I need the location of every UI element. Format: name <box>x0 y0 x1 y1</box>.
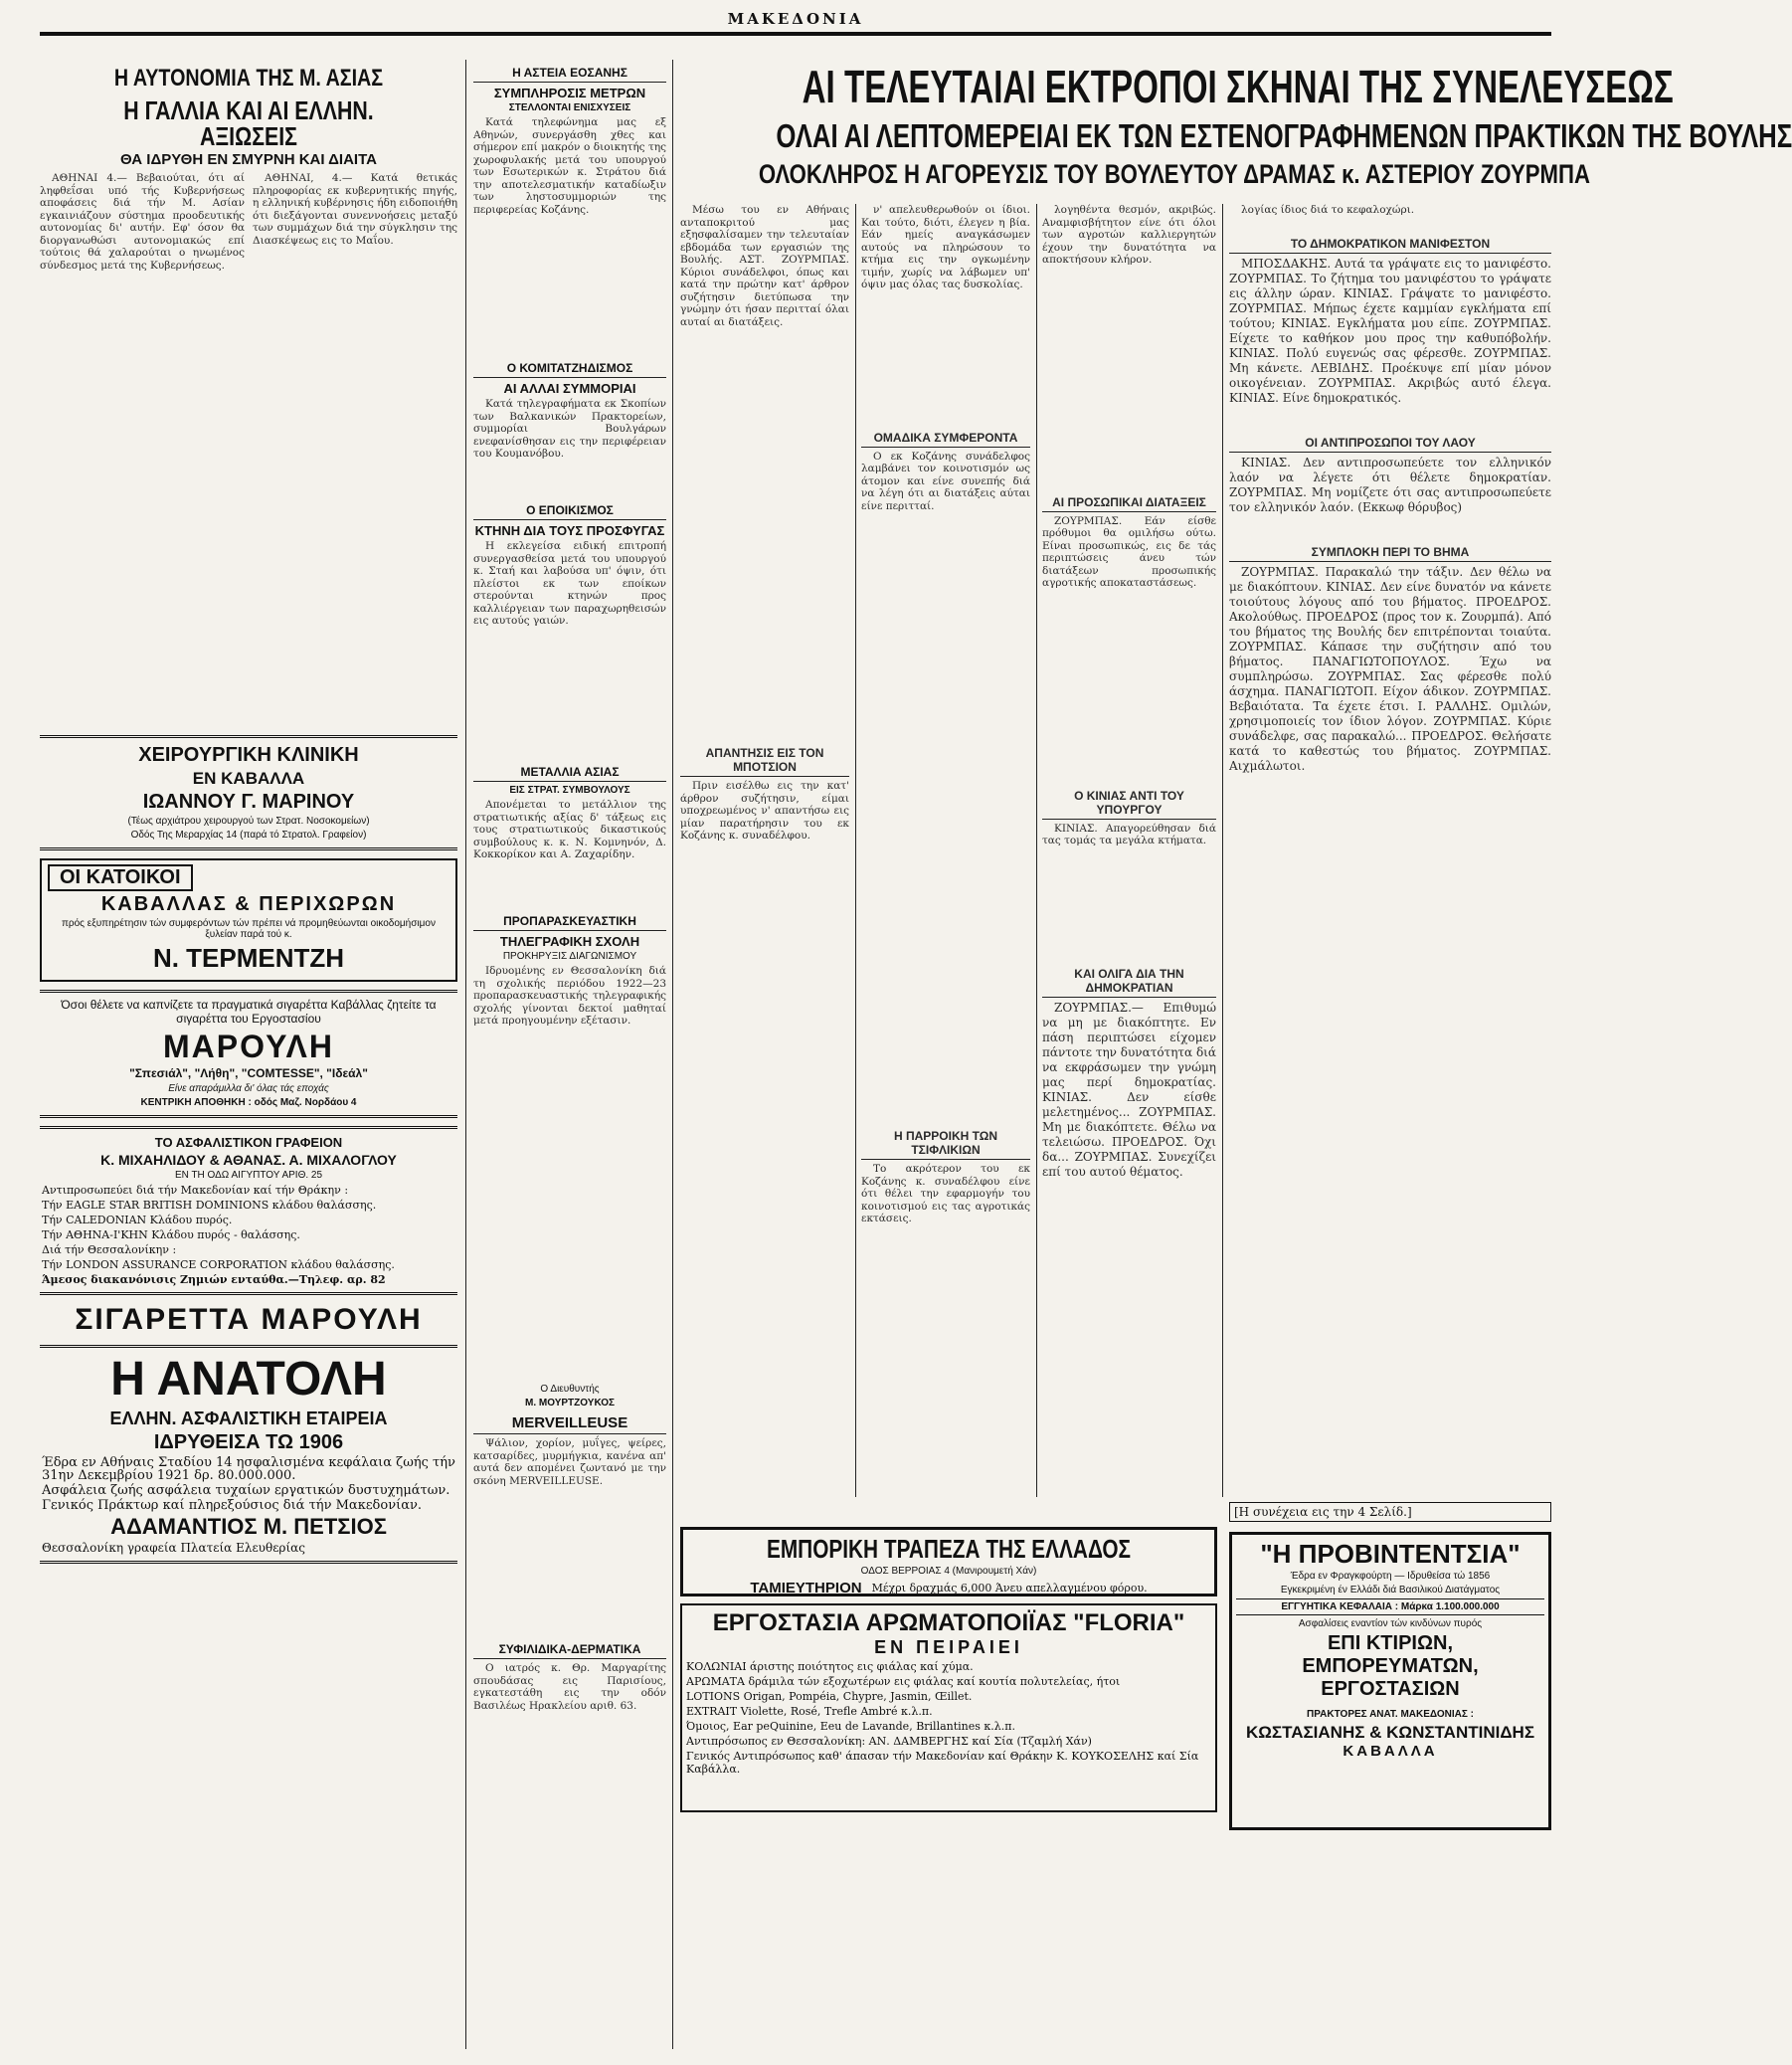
article-headline: Ο ΚΟΜΙΤΑΤΖΗΔΙΣΜΟΣ <box>473 361 666 378</box>
article-subheadline: ΘΑ ΙΔΡΥΘΗ ΕΝ ΣΜΥΡΝΗ ΚΑΙ ΔΙΑΙΤΑ <box>120 151 377 168</box>
ad-savings-label: ΤΑΜΙΕΥΤΗΡΙΟΝ <box>750 1580 862 1596</box>
ad-line: ΚΟΛΩΝΙΑΙ άριστης ποιότητος εις φιάλας καί χύμα. <box>686 1660 974 1673</box>
paragraph: Ιδρυομένης εν Θεσσαλονίκη διά τη σχολικής περιόδου 1922—23 προπαρασκευαστικής τηλεγραφικής σχολής γίνονται δεκτοί μαθηταί μετά προηγουμένην εξέτασιν. <box>473 965 666 1027</box>
paragraph: ΖΟΥΡΜΠΑΣ. Παρακαλώ την τάξιν. Δεν θέλω να με διακόπτουν. ΚΙΝΙΑΣ. Δεν είνε δυνατόν να κάνετε τοιούτους λόγους από του βήματος. ΠΡΟΕΔΡΟΣ. Ακολούθως. ΠΡΟΕΔΡΟΣ (προς τον κ. Ζουρμπά). Από του βήματος της Βουλής δεν επιτρέπονται τοιαύτα. ΖΟΥΡΜΠΑΣ. Κάπασε την συζήτησιν από του βήματος. ΠΑΝΑΓΙΩΤΟΠΟΥΛΟΣ. Έχω να συμπληρώσω. ΖΟΥΡΜΠΑΣ. Σας φέρεσθε πολύ άσχημα. ΠΑΝΑΓΙΩΤΟΠ. Είχον άδικον. ΖΟΥΡΜΠΑΣ. Βεβαιότατα. Τα έχετε έτσι. Ι. ΡΑΛΛΗΣ. Ομιλών, χρησιμοποιείς τον ίδιον λόγον. ΖΟΥΡΜΠΑΣ. Κύριε συνάδελφε, σας παρακαλώ... ΠΡΟΕΔΡΟΣ. Θελήσατε κατά το καθεστώς του βήματος. ΖΟΥΡΜΠΑΣ. Αιχμάλωτοι. <box>1229 564 1551 773</box>
ad-cigarette-banner: ΣΙΓΑΡΕΤΤΑ ΜΑΡΟΥΛΗ <box>75 1303 423 1336</box>
ad-subtitle: ΕΝ ΚΑΒΑΛΛΑ <box>192 769 305 788</box>
paragraph: λογίας ίδιος διά το κεφαλοχώρι. <box>1241 204 1415 216</box>
section-headline: ΤΟ ΔΗΜΟΚΡΑΤΙΚΟΝ ΜΑΝΙΦΕΣΤΟΝ <box>1229 237 1551 254</box>
ad-name: ΙΩΑΝΝΟΥ Γ. ΜΑΡΙΝΟΥ <box>142 791 355 813</box>
ad-subtitle: ΕΛΛΗΝ. ΑΣΦΑΛΙΣΤΙΚΗ ΕΤΑΙΡΕΙΑ <box>109 1408 388 1428</box>
ad-line: Γενικός Πράκτωρ καί πληρεξούσιος διά τήν Μακεδονίαν. <box>42 1498 423 1513</box>
paragraph: Ψάλιον, χορίον, μυΐγες, ψείρες, κατσαρίδες, μυρμήγκια, κανένα απ' αυτά δεν απομένει ζωντανό με την σκόνη MERVEILLEUSE. <box>473 1437 666 1487</box>
article-headline: Η ΓΑΛΛΙΑ ΚΑΙ ΑΙ ΕΛΛΗΝ. ΑΞΙΩΣΕΙΣ <box>123 95 374 151</box>
ad-line: ΕΡΓΟΣΤΑΣΙΩΝ <box>1321 1678 1460 1700</box>
paragraph: Κατά τηλεγραφήματα εκ Σκοπίων των Βαλκανικών Πρακτορείων, συμμορίαι Βουλγάρων ενεφανίσθησαν εις την περιφέρειαν του Κουμανόβου. <box>473 398 666 460</box>
section-headline: ΑΙ ΠΡΟΣΩΠΙΚΑΙ ΔΙΑΤΑΞΕΙΣ <box>1042 495 1216 512</box>
paragraph: Ο εκ Κοζάνης συνάδελφος λαμβάνει τον κοινοτισμόν ως άτομον και είνε συνεπής διά να λέγη ότι αι διατάξεις αύται είνε περιτταί. <box>861 450 1030 512</box>
article-subheadline: ΠΡΟΚΗΡΥΞΙΣ ΔΙΑΓΩΝΙΣΜΟΥ <box>502 951 637 962</box>
article-text <box>40 172 245 729</box>
ad-line: LOTIONS Origan, Pompéia, Chypre, Jasmin, Œillet. <box>686 1690 973 1703</box>
article-text <box>473 965 666 1383</box>
paragraph: ν' απελευθερωθούν οι ίδιοι. Και τούτο, διότι, έλεγεν η βία. Εάν ημείς αναγκάσωμεν αυτούς να πληρώσουν το κτήμα εις την ογκωμένην τιμήν, χωρίς να λάβωμεν υπ' όψιν μας όλας τας δυσκολίας. <box>861 204 1030 290</box>
ad-depot: ΚΕΝΤΡΙΚΗ ΑΠΟΘΗΚΗ : οδός Μαζ. Νορδάου 4 <box>140 1097 357 1108</box>
main-article-column-2 <box>861 204 1030 1497</box>
article-text <box>253 172 457 729</box>
ad-subtitle: ΕΝ ΠΕΙΡΑΙΕΙ <box>874 1637 1023 1657</box>
article-headline: ΠΡΟΠΑΡΑΣΚΕΥΑΣΤΙΚΗ <box>473 914 666 931</box>
paragraph: Απονέμεται το μετάλλιον της στρατιωτικής αξίας δ' τάξεως εις τους στρατιωτικούς δικαστικούς συμβούλους κ. κ. Ν. Κομνηνόν, Δ. Κοκκορίκον και Α. Ζαχαρίδην. <box>473 799 666 860</box>
paragraph: ΜΠΟΣΔΑΚΗΣ. Αυτά τα γράψατε εις το μανιφέστο. ΖΟΥΡΜΠΑΣ. Το ζήτημα του μανιφέστου το γράψατε εις άλλην ώραν. ΚΙΝΙΑΣ. Γράψατε το μανιφέστο. ΖΟΥΡΜΠΑΣ. Μήπως έχετε καμμίαν εγκλήματα επί τούτου; ΚΙΝΙΑΣ. Εγκλήματα μου είπε. ΖΟΥΡΜΠΑΣ. Είχετε το καθήκον μου προς την καθυπόβολήν. ΚΙΝΙΑΣ. Πολύ ευγενώς σας φέρεσθε. ΖΟΥΡΜΠΑΣ. Μη κάνετε. ΛΕΒΙΔΗΣ. Προέκυψε επί μίαν μόνον οικογένειαν. ΖΟΥΡΜΠΑΣ. Ακριβώς αυτό έλεγα. ΚΙΝΙΑΣ. Είνε δημοκρατικός. <box>1229 256 1551 405</box>
ad-title: ΕΡΓΟΣΤΑΣΙΑ ΑΡΩΜΑΤΟΠΟΙΪΑΣ "FLORIA" <box>712 1609 1185 1636</box>
section-headline: ΣΥΜΠΛΟΚΗ ΠΕΡΙ ΤΟ ΒΗΜΑ <box>1229 545 1551 562</box>
ad-line: Ασφάλεια ζωής ασφάλεια τυχαίων εργατικών δυστυχημάτων. <box>42 1483 450 1498</box>
section-headline: ΟΙ ΑΝΤΙΠΡΟΣΩΠΟΙ ΤΟΥ ΛΑΟΥ <box>1229 436 1551 453</box>
column-left <box>40 60 457 1572</box>
ad-anatoli <box>40 1345 457 1564</box>
paragraph: Η εκλεγείσα ειδική επιτροπή συνεργασθείσα μετά του υπουργού κ. Σταή και λαβούσα υπ' όψιν, ότι πλείστοι εκ των εποίκων στερούνται κτηνών προς καλλιέργειαν των παραχωρηθεισών εις αυτούς γαιών. <box>473 540 666 627</box>
section-headline: Ο ΚΙΝΙΑΣ ΑΝΤΙ ΤΟΥ ΥΠΟΥΡΓΟΥ <box>1042 789 1216 820</box>
ad-line: ΠΡΑΚΤΟΡΕΣ ΑΝΑΤ. ΜΑΚΕΔΟΝΙΑΣ : <box>1307 1709 1474 1720</box>
continued-note: [Η συνέχεια εις την 4 Σελίδ.] <box>1229 1502 1551 1522</box>
main-headline-block <box>680 60 1792 194</box>
ad-text: Όσοι θέλετε να καπνίζετε τα πραγματικά σιγαρέττα Καβάλλας ζητείτε τα σιγαρέττα του Εργοστασίου <box>61 998 437 1026</box>
section-headline: Η ΠΑΡΡΟΙΚΗ ΤΩΝ ΤΣΙΦΛΙΚΙΩΝ <box>861 1129 1030 1160</box>
article-text <box>473 398 666 497</box>
ad-line: Άμεσος διακανόνισις Ζημιών ενταύθα.—Τηλεφ. αρ. 82 <box>42 1273 386 1286</box>
ad-line: Όμοιος, Ear peQuinine, Eeu de Lavande, Brillantines κ.λ.π. <box>686 1720 1015 1733</box>
ad-address: Οδός Της Μεραρχίας 14 (παρά τό Στρατολ. Γραφείον) <box>130 830 367 841</box>
ad-desc: (Τέως αρχιάτρου χειρουργού των Στρατ. Νοσοκομείων) <box>127 816 370 827</box>
paragraph: ΚΙΝΙΑΣ. Δεν αντιπροσωπεύετε τον ελληνικόν λαόν να λέγετε ότι θέλετε δημοκρατίαν. ΖΟΥΡΜΠΑΣ. Μη νομίζετε ότι σας αντιπροσωπεύετε τον ελληνικόν λαόν. (Εκκωφ θόρυβος) <box>1229 455 1551 514</box>
ad-line: Διά τήν Θεσσαλονίκην : <box>42 1243 177 1256</box>
article-headline: MERVEILLEUSE <box>473 1414 666 1434</box>
article-headline: ΜΕΤΑΛΛΙΑ ΑΣΙΑΣ <box>473 765 666 782</box>
ad-line: Έδρα εν Αθήναις Σταδίου 14 ησφαλισμένα κεφάλαια ζωής τήν 31ην Δεκεμβρίου 1921 δρ. 80.000.000. <box>42 1455 455 1483</box>
ad-line: ΕΠΙ ΚΤΙΡΙΩΝ, <box>1327 1632 1454 1654</box>
article-headline: ΣΥΦΙΛΙΔΙΚΑ-ΔΕΡΜΑΤΙΚΑ <box>473 1642 666 1659</box>
column-divider <box>855 204 856 1497</box>
ad-name: Κ. ΜΙΧΑΗΛΙΔΟΥ & ΑΘΑΝΑΣ. Α. ΜΙΧΑΛΟΓΛΟΥ <box>100 1152 397 1168</box>
article-headline: Η ΑΥΤΟΝΟΜΙΑ ΤΗΣ Μ. ΑΣΙΑΣ <box>113 65 384 92</box>
ad-line: Τήν ΑΘΗΝΑ-Ι'ΚΗΝ Κλάδου πυρός - θαλάσσης. <box>42 1228 300 1241</box>
article-text <box>473 1662 666 1772</box>
ad-bank <box>680 1527 1217 1596</box>
masthead-rule <box>40 32 1551 36</box>
article-headline: Ο ΕΠΟΙΚΙΣΜΟΣ <box>473 503 666 520</box>
section-headline: ΚΑΙ ΟΛΙΓΑ ΔΙΑ ΤΗΝ ΔΗΜΟΚΡΑΤΙΑΝ <box>1042 967 1216 998</box>
paragraph: Κατά τηλεφώνημα μας εξ Αθηνών, συνεργάσθη χθες και σήμερον επί μακρόν ο διοικητής της χωροφυλακής μετά του υπουργού των Εσωτερικών κ. Στράτου διά την αποτελεσματικήν καταδίωξιν των ληστοσυμμοριών της περιφερείας Κοζάνης. <box>473 116 666 216</box>
paragraph: ΑΘΗΝΑΙ 4.— Βεβαιούται, ότι αί ληφθεΐσαι υπό τής Κυβερνήσεως αποφάσεις διά τήν Μ. Ασίαν εγκαινιάζουν σύστημα προοδευτικής αυτονομίας δι' αυτήν. Εφ' όσον θα διοργανωθώσι αυτονομιακώς επί τούτοις θά χαλαρούται ο ηνωμένος σύνδεσμος μετά της Κυβερνήσεως. <box>40 172 245 272</box>
paragraph: Μέσω του εν Αθήναις ανταποκριτού μας εξησφαλίσαμεν την τελευταίαν εβδομάδα των εργασιών της Βουλής. ΑΣΤ. ΖΟΥΡΜΠΑΣ. Κύριοι συνάδελφοι, όπως και κατά την πρώτην κατ' άρθρον συζήτησιν διετύπωσα την γνώμην ότι ήσαν περιτταί όλαι αυταί αι διατάξεις. <box>680 204 849 328</box>
article-subheadline: ΚΤΗΝΗ ΔΙΑ ΤΟΥΣ ΠΡΟΣΦΥΓΑΣ <box>474 523 665 538</box>
ad-title: ΤΟ ΑΣΦΑΛΙΣΤΙΚΟΝ ΓΡΑΦΕΙΟΝ <box>154 1135 343 1150</box>
newspaper-name: ΜΑΚΕΔΟΝΙΑ <box>727 10 864 28</box>
ad-line: ΑΡΩΜΑΤΑ δράμιλα τών εξοχωτέρων εις φιάλας καί κουτία πολυτελείας, ήτοι <box>686 1675 1121 1688</box>
article-text <box>473 1437 666 1636</box>
ad-line: ΕΓΓΥΗΤΙΚΑ ΚΕΦΑΛΑΙΑ : Μάρκα 1.100.000.000 <box>1236 1598 1544 1615</box>
ad-line: Εγκεκριμένη έν Ελλάδι διά Βασιλικού Διατάγματος <box>1280 1585 1501 1596</box>
ad-subtitle: ΚΑΒΑΛΛΑΣ & ΠΕΡΙΧΩΡΩΝ <box>100 893 397 915</box>
section-headline: ΑΠΑΝΤΗΣΙΣ ΕΙΣ ΤΟΝ ΜΠΟΤΣΙΟΝ <box>680 746 849 777</box>
ad-line: ΚΩΣΤΑΣΙΑΝΗΣ & ΚΩΝΣΤΑΝΤΙΝΙΔΗΣ <box>1245 1723 1535 1742</box>
ad-title: "Η ΠΡΟΒΙΝΤΕΝΤΣΙΑ" <box>1260 1539 1521 1569</box>
paragraph: Ο ιατρός κ. Θρ. Μαργαρίτης σπουδάσας εις Παρισίους, εγκατεστάθη εις την οδόν Βασιλέως Ηρακλείου αριθ. 63. <box>473 1662 666 1712</box>
ad-line: Τήν LONDON ASSURANCE CORPORATION κλάδου θαλάσσης. <box>42 1258 395 1271</box>
ad-title: ΟΙ ΚΑΤΟΙΚΟΙ <box>48 864 193 891</box>
column-divider <box>465 60 466 2049</box>
ad-cigarettes <box>40 990 457 1118</box>
ad-name: ΑΔΑΜΑΝΤΙΟΣ Μ. ΠΕΤΣΙΟΣ <box>110 1514 387 1539</box>
ad-line: EXTRAIT Violette, Rosé, Trefle Ambré κ.λ.π. <box>686 1705 933 1718</box>
ad-line: Γενικός Αντιπρόσωπος καθ' άπασαν τήν Μακεδονίαν καί Θράκην Κ. ΚΟΥΚΟΣΕΛΗΣ καί Σία Καβάλλα. <box>686 1750 1199 1776</box>
ad-line: Αντιπρόσωπος εν Θεσσαλονίκη: ΑΝ. ΔΑΜΒΕΡΓΗΣ καί Σία (Τζαμλή Χάν) <box>686 1735 1092 1748</box>
ad-line: Θεσσαλονίκη γραφεία Πλατεία Ελευθερίας <box>42 1541 306 1555</box>
ad-line: Αντιπροσωπεύει διά τήν Μακεδονίαν καί τήν Θράκην : <box>42 1184 349 1197</box>
ad-line: ΕΜΠΟΡΕΥΜΑΤΩΝ, <box>1302 1655 1479 1677</box>
ad-title: Η ΑΝΑΤΟΛΗ <box>110 1353 387 1406</box>
column-divider <box>1036 204 1037 1497</box>
main-article-column-1 <box>680 204 849 1497</box>
ad-residents <box>40 858 457 982</box>
paragraph: ΑΘΗΝΑΙ, 4.— Κατά θετικάς πληροφορίας εκ κυβερνητικής πηγής, η ελληνική κυβέρνησις ήδη ειδοποιήθη ότι διεξάγονται συνεννοήσεις μεταξύ των συμμάχων διά την σύγκλησιν της Διασκέψεως εις το Μαΐου. <box>253 172 457 247</box>
main-article-column-3 <box>1042 204 1216 1497</box>
signature-title: Ο Διευθυντής <box>540 1384 600 1395</box>
main-headline: ΑΙ ΤΕΛΕΥΤΑΙΑΙ ΕΚΤΡΟΠΟΙ ΣΚΗΝΑΙ ΤΗΣ ΣΥΝΕΛΕΥΣΕΩΣ <box>802 61 1674 112</box>
ad-line: Τήν EAGLE STAR BRITISH DOMINIONS κλάδου θαλάσσης. <box>42 1199 377 1212</box>
column-divider <box>1222 204 1223 1497</box>
ad-line: ΚΑΒΑΛΛΑ <box>1343 1743 1438 1760</box>
article-text <box>473 116 666 355</box>
ad-line: Έδρα εν Φραγκφούρτη — Ιδρυθείσα τώ 1856 <box>1290 1571 1491 1582</box>
article-headline: Η ΑΣΤΕΙΑ ΕΟΣΑΝΗΣ <box>473 66 666 83</box>
main-article-column-4 <box>1229 204 1551 1497</box>
ad-brands: "Σπεσιάλ", "Λήθη", "COMTESSE", "Ιδεάλ" <box>129 1066 368 1080</box>
column-divider <box>672 60 673 2049</box>
ad-title: ΧΕΙΡΟΥΡΓΙΚΗ ΚΛΙΝΙΚΗ <box>138 744 359 766</box>
article-subheadline: ΣΤΕΛΛΟΝΤΑΙ ΕΝΙΣΧΥΣΕΙΣ <box>508 102 631 113</box>
article-subheadline: ΤΗΛΕΓΡΑΦΙΚΗ ΣΧΟΛΗ <box>499 934 640 949</box>
article-headline: ΣΥΜΠΛΗΡΟΣΙΣ ΜΕΤΡΩΝ <box>493 86 646 100</box>
paragraph: ΖΟΥΡΜΠΑΣ. Εάν είσθε πρόθυμοι θα ομιλήσω ούτω. Είναι προσωπικώς, εις δε τάς περιπτώσεις άνευ τών διατάξεων προσωπικής αγροτικής αποκαταστάσεως. <box>1042 514 1216 589</box>
paragraph: Το ακρότερον του εκ Κοζάνης κ. συναδέλφου είνε ότι θέλει την εφαρμογήν του κοινοτισμού εις τας αγροτικάς εκτάσεις. <box>861 1163 1030 1224</box>
paragraph: ΖΟΥΡΜΠΑΣ.— Επιθυμώ να μη με διακόπτητε. Εν πάση περιπτώσει είχομεν πάντοτε την δυνατότητα διά να εκφράσωμεν την γνώμη μας περί δημοκρατίας. ΚΙΝΙΑΣ. Δεν είσθε μελετημένος... ΖΟΥΡΜΠΑΣ. Μη με διακόπτετε. Θέλω να τελειώσω. ΠΡΟΕΔΡΟΣ. Όχι δα... ΖΟΥΡΜΠΑΣ. Συνεχίζει επί του αυτού θέματος. <box>1042 1000 1216 1179</box>
article-subheadline: ΑΙ ΑΛΛΑΙ ΣΥΜΜΟΡΙΑΙ <box>503 381 636 396</box>
ad-year: ΙΔΡΥΘΕΙΣΑ ΤΩ 1906 <box>153 1431 344 1453</box>
ad-providentia <box>1229 1532 1551 1830</box>
ad-note: Είνε απαράμιλλα δι' όλας τάς εποχάς <box>168 1083 329 1094</box>
ad-text: πρός εξυπηρέτησιν τών συμφερόντων τών πρέπει νά προμηθεύωνται οικοδομήσιμον ξυλείαν παρά τού κ. <box>62 918 436 940</box>
ad-address: ΟΔΟΣ ΒΕΡΡΟΙΑΣ 4 (Μανιρουμετή Χάν) <box>860 1566 1037 1577</box>
article-subheadline: ΕΙΣ ΣΤΡΑΤ. ΣΥΜΒΟΥΛΟΥΣ <box>509 785 630 796</box>
article-text <box>473 799 666 908</box>
column-center <box>473 60 666 1772</box>
ad-floria <box>680 1603 1217 1812</box>
ad-insurance <box>40 1126 457 1295</box>
ad-address: ΕΝ ΤΗ ΟΔΩ ΑΙΓΥΠΤΟΥ ΑΡΙΘ. 25 <box>174 1170 323 1181</box>
ad-title: ΕΜΠΟΡΙΚΗ ΤΡΑΠΕΖΑ ΤΗΣ ΕΛΛΑΔΟΣ <box>766 1534 1131 1564</box>
paragraph: λογηθέντα θεσμόν, ακριβώς. Αναμφισβήτητον είνε ότι όλοι των αγροτών καλλιεργητών έχουν την δυνατότητα να αποκτήσουν κλήρον. <box>1042 204 1216 266</box>
ad-name: Ν. ΤΕΡΜΕΝΤΖΗ <box>152 943 345 973</box>
article-text <box>473 540 666 759</box>
masthead <box>40 8 1551 42</box>
paragraph: ΚΙΝΙΑΣ. Απαγορεύθησαν διά τας τομάς τα μεγάλα κτήματα. <box>1042 822 1216 846</box>
ad-savings-text: Μέχρι δραχμάς 6,000 Άνευ απελλαγμένου φόρου. <box>871 1582 1148 1595</box>
ad-line: Ασφαλίσεις εναντίον τών κινδύνων πυρός <box>1298 1618 1483 1629</box>
paragraph: Πριν εισέλθω εις την κατ' άρθρον συζήτησιν, είμαι υποχρεωμένος ν' απαντήσω εις μίαν παρατήρησιν του εκ Κοζάνης κ. συναδέλφου. <box>680 780 849 842</box>
signature-name: Μ. ΜΟΥΡΤΖΟΥΚΟΣ <box>525 1398 615 1408</box>
ad-name: ΜΑΡΟΥΛΗ <box>163 1029 334 1064</box>
section-headline: ΟΜΑΔΙΚΑ ΣΥΜΦΕΡΟΝΤΑ <box>861 431 1030 448</box>
ad-line: Τήν CALEDONIAN Κλάδου πυρός. <box>42 1214 233 1226</box>
main-subheadline: ΟΛΑΙ ΑΙ ΛΕΠΤΟΜΕΡΕΙΑΙ ΕΚ ΤΩΝ ΕΣΤΕΝΟΓΡΑΦΗΜΕΝΩΝ ΠΡΑΚΤΙΚΩΝ ΤΗΣ ΒΟΥΛΗΣ <box>776 117 1792 154</box>
main-subheadline: ΟΛΟΚΛΗΡΟΣ Η ΑΓΟΡΕΥΣΙΣ ΤΟΥ ΒΟΥΛΕΥΤΟΥ ΔΡΑΜΑΣ κ. ΑΣΤΕΡΙΟΥ ΖΟΥΡΜΠΑ <box>758 159 1590 189</box>
ad-clinic <box>40 735 457 850</box>
